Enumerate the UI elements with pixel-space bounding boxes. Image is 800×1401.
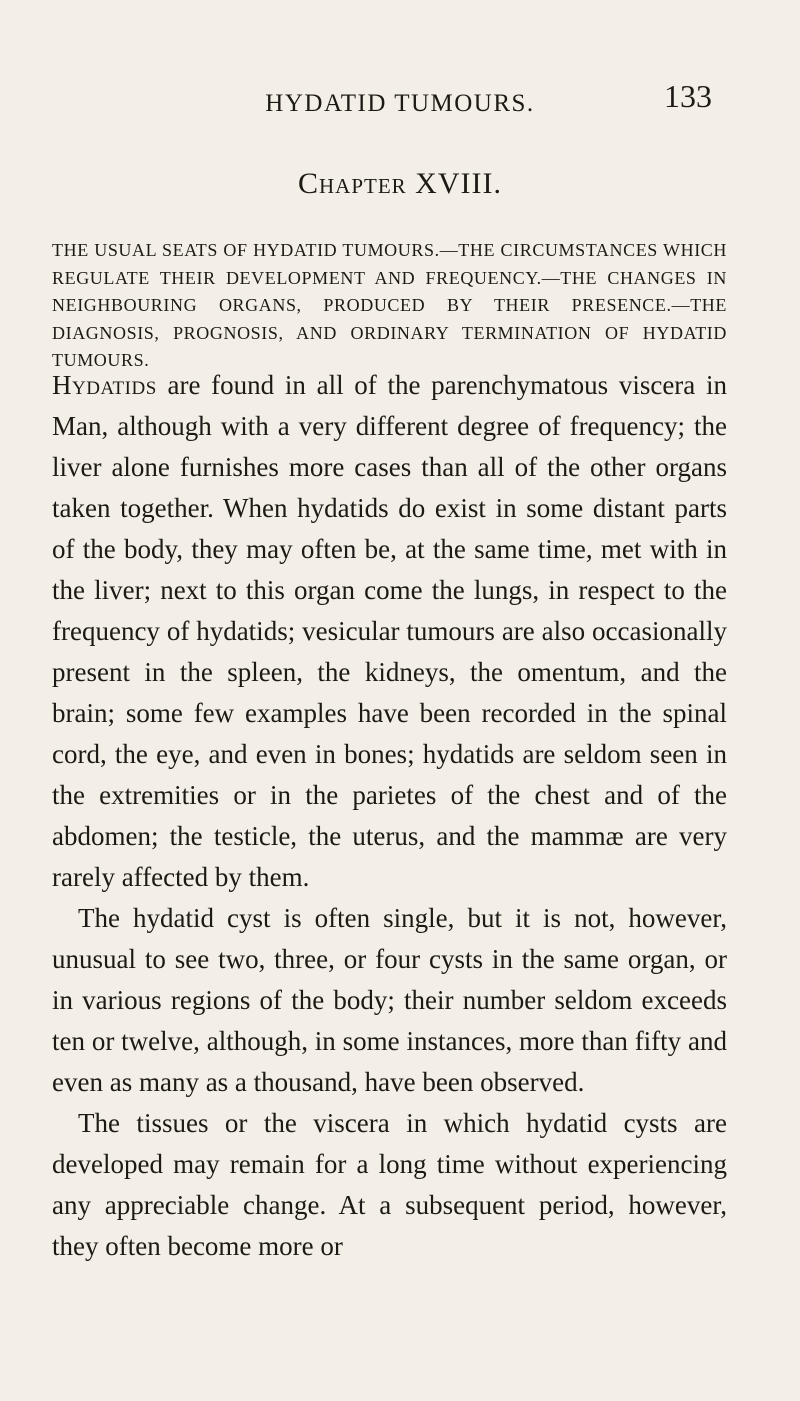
paragraph-1 (52, 365, 727, 898)
paragraph-lead-word: Hydatids (52, 370, 157, 400)
page-number: 133 (664, 78, 712, 114)
paragraph-2: The hydatid cyst is often single, but it is not, however, unusual to see two, three, or four cysts in the same organ, or in various regions of the body; their number seldom exceeds ten or twelve, although, in some instances, more than fifty and even as many as a thousand, have been observed. (52, 903, 727, 1097)
running-head (0, 78, 800, 124)
chapter-summary: THE USUAL SEATS OF HYDATID TUMOURS.—THE CIRCUMSTANCES WHICH REGULATE THEIR DEVELOPMENT AND FREQUENCY.—THE CHANGES IN NEIGHBOURING ORGANS, PRODUCED BY THEIR PRESENCE.—THE DIAGNOSIS, PROGNOSIS, AND ORDINARY TERMINATION OF HYDATID TUMOURS. (52, 240, 727, 370)
paragraph-3: The tissues or the viscera in which hydatid cysts are developed may remain for a long time without experiencing any appreciable change. At a subsequent period, however, they often become more or (52, 1108, 727, 1261)
running-title: HYDATID TUMOURS. (265, 90, 535, 117)
paragraph-1-text: are found in all of the parenchymatous viscera in Man, although with a very different degree of frequency; the liver alone furnishes more cases than all of the other organs taken together. When hydatids do exist in some distant parts of the body, they may often be, at the same time, met with in the liver; next to this organ come the lungs, in respect to the frequency of hydatids; vesicular tumours are also occasionally present in the spleen, the kidneys, the omentum, and the brain; some few examples have been recorded in the spinal cord, the eye, and even in bones; hydatids are seldom seen in the extremities or in the parietes of the chest and of the abdomen; the testicle, the uterus, and the mammæ are very rarely affected by them. (52, 370, 727, 892)
body-text (52, 365, 727, 1267)
chapter-title: Chapter XVIII. (298, 167, 502, 200)
